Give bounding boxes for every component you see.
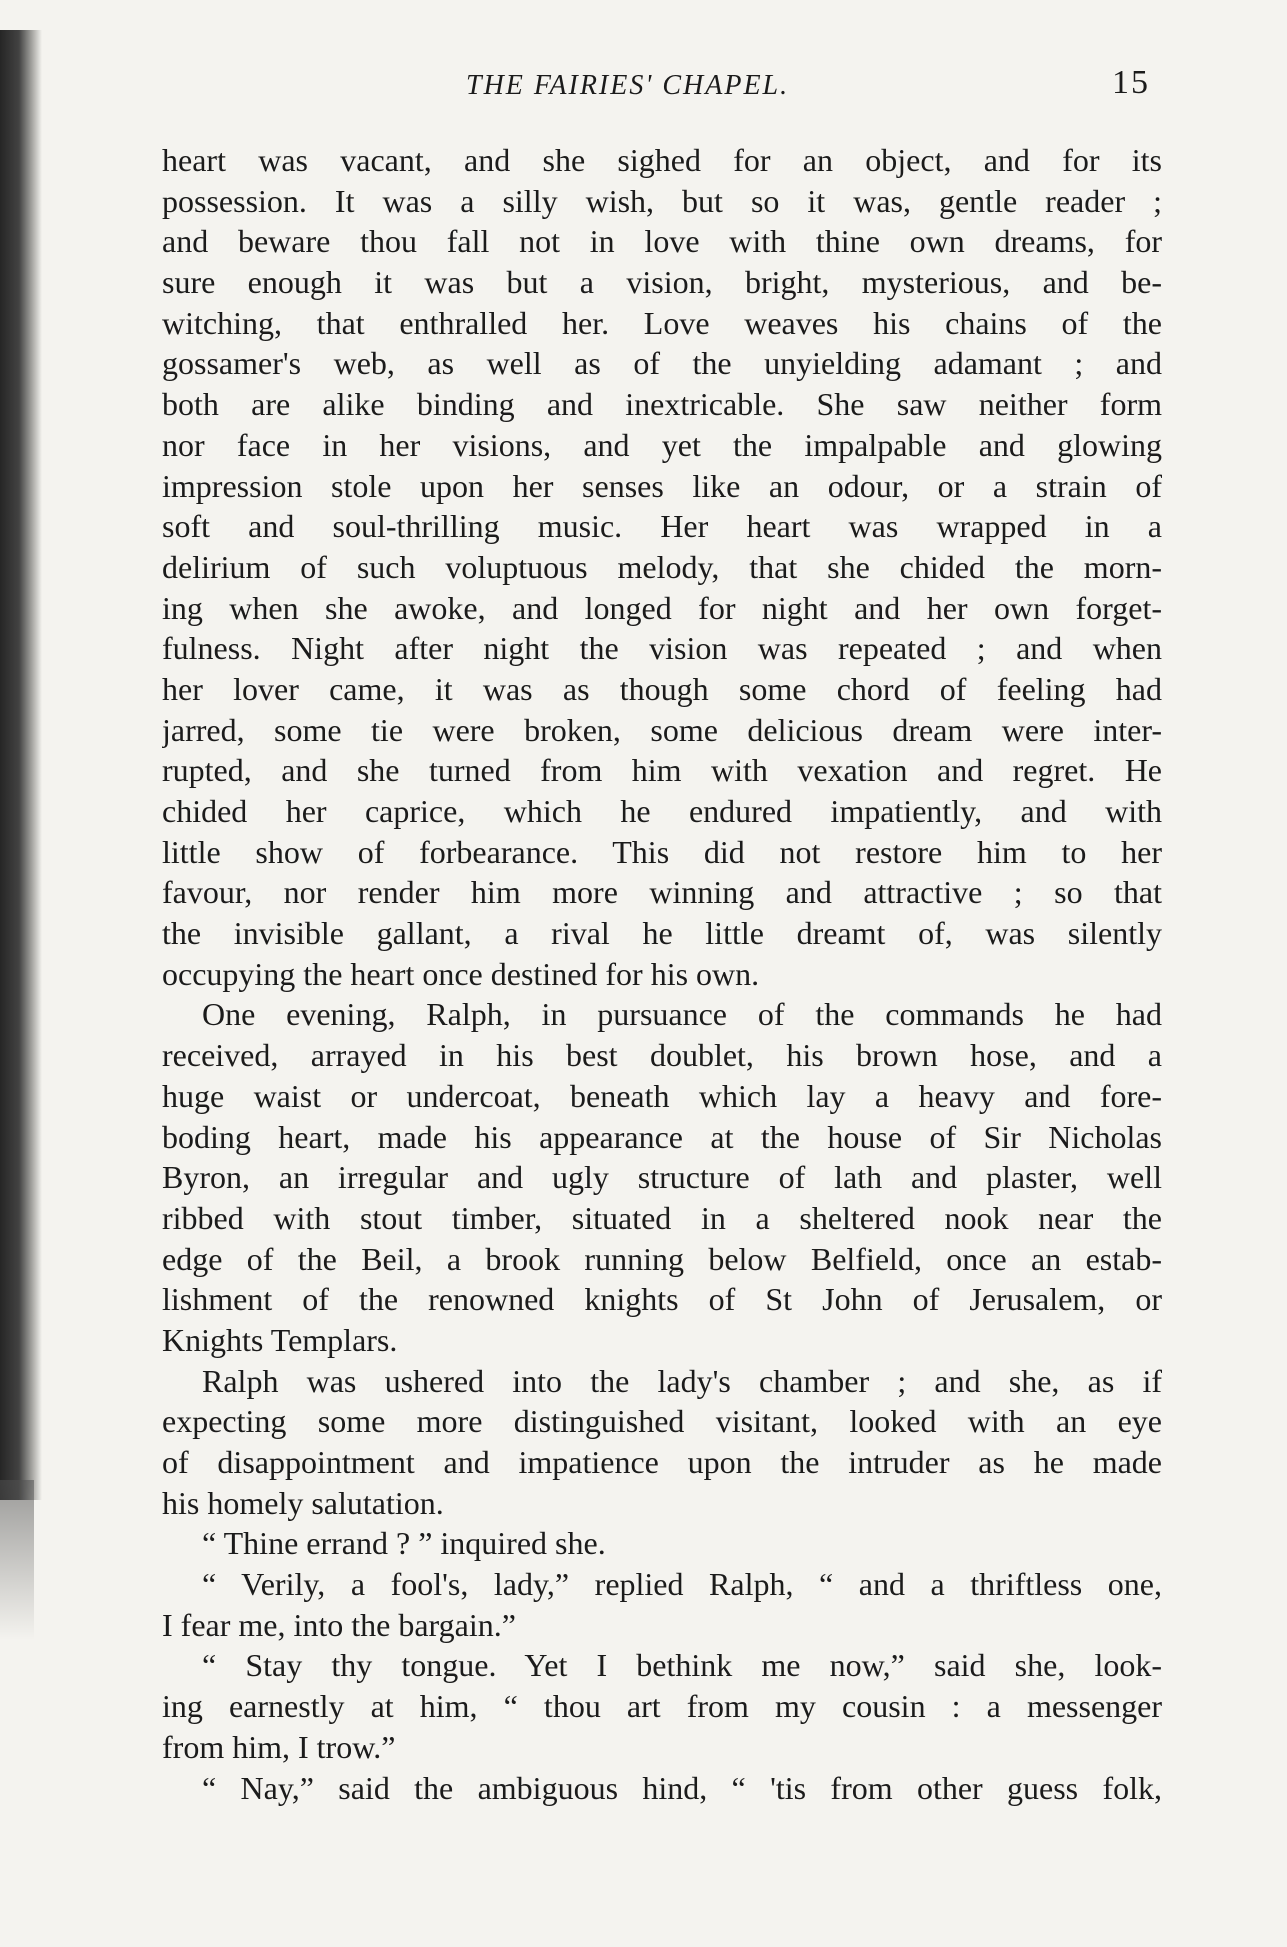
text-line: heart was vacant, and she sighed for an object, and for its xyxy=(162,142,1162,178)
text-line: “ Nay,” said the ambiguous hind, “ 'tis from other guess folk, xyxy=(202,1769,1162,1806)
text-line: boding heart, made his appearance at the house of Sir Nicholas xyxy=(162,1118,1162,1155)
text-line: soft and soul-thrilling music. Her heart was wrapped in a xyxy=(162,508,1162,545)
body-text xyxy=(162,140,1162,1808)
text-line: ing earnestly at him, “ thou art from my cousin : a messenger xyxy=(162,1688,1162,1725)
text-line: nor face in her visions, and yet the impalpable and glowing xyxy=(162,426,1162,463)
text-line: possession. It was a silly wish, but so it was, gentle reader ; xyxy=(162,182,1162,219)
text-line: chided her caprice, which he endured impatiently, and with xyxy=(162,793,1162,829)
page-header xyxy=(0,62,1287,122)
text-line: favour, nor render him more winning and attractive ; so that xyxy=(162,874,1162,911)
binding-shadow-fade xyxy=(0,1480,34,1640)
text-line: occupying the heart once destined for his own. xyxy=(162,955,760,992)
text-line: witching, that enthralled her. Love weaves his chains of the xyxy=(162,304,1162,341)
page-number: 15 xyxy=(1112,64,1150,101)
text-line: lishment of the renowned knights of St John of Jerusalem, or xyxy=(162,1281,1162,1318)
text-line: rupted, and she turned from him with vexation and regret. He xyxy=(162,752,1162,789)
text-line: gossamer's web, as well as of the unyielding adamant ; and xyxy=(162,345,1162,382)
text-line: “ Thine errand ? ” inquired she. xyxy=(202,1525,606,1562)
text-line: from him, I trow.” xyxy=(162,1728,396,1765)
text-line: delirium of such voluptuous melody, that she chided the morn- xyxy=(162,548,1162,585)
binding-shadow xyxy=(0,30,42,1500)
text-line: impression stole upon her senses like an odour, or a strain of xyxy=(162,467,1162,504)
text-line: “ Verily, a fool's, lady,” replied Ralph, “ and a thriftless one, xyxy=(202,1566,1162,1603)
text-line: ribbed with stout timber, situated in a sheltered nook near the xyxy=(162,1199,1162,1236)
text-line: and beware thou fall not in love with thine own dreams, for xyxy=(162,223,1162,260)
text-line: received, arrayed in his best doublet, his brown hose, and a xyxy=(162,1037,1162,1074)
running-title: THE FAIRIES' CHAPEL. xyxy=(466,70,790,101)
text-line: of disappointment and impatience upon the intruder as he made xyxy=(162,1444,1162,1480)
text-line: Byron, an irregular and ugly structure of lath and plaster, well xyxy=(162,1159,1162,1196)
text-line: little show of forbearance. This did not restore him to her xyxy=(162,833,1162,870)
text-line: edge of the Beil, a brook running below Belfield, once an estab- xyxy=(162,1240,1162,1277)
text-line: Ralph was ushered into the lady's chamber ; and she, as if xyxy=(202,1362,1162,1399)
text-line: expecting some more distinguished visitant, looked with an eye xyxy=(162,1403,1162,1440)
text-line: ing when she awoke, and longed for night and her own forget- xyxy=(162,589,1162,626)
text-line: One evening, Ralph, in pursuance of the commands he had xyxy=(202,996,1162,1033)
text-line: Knights Templars. xyxy=(162,1321,398,1358)
text-line: jarred, some tie were broken, some delicious dream were inter- xyxy=(162,711,1162,748)
text-line: huge waist or undercoat, beneath which lay a heavy and fore- xyxy=(162,1077,1162,1114)
text-line: I fear me, into the bargain.” xyxy=(162,1606,516,1643)
text-line: his homely salutation. xyxy=(162,1484,444,1521)
text-line: both are alike binding and inextricable. She saw neither form xyxy=(162,386,1162,423)
text-line: sure enough it was but a vision, bright, mysterious, and be- xyxy=(162,264,1162,301)
text-line: “ Stay thy tongue. Yet I bethink me now,” said she, look- xyxy=(202,1647,1162,1684)
text-line: the invisible gallant, a rival he little dreamt of, was silently xyxy=(162,915,1162,952)
text-line: her lover came, it was as though some chord of feeling had xyxy=(162,670,1162,707)
text-line: fulness. Night after night the vision was repeated ; and when xyxy=(162,630,1162,667)
